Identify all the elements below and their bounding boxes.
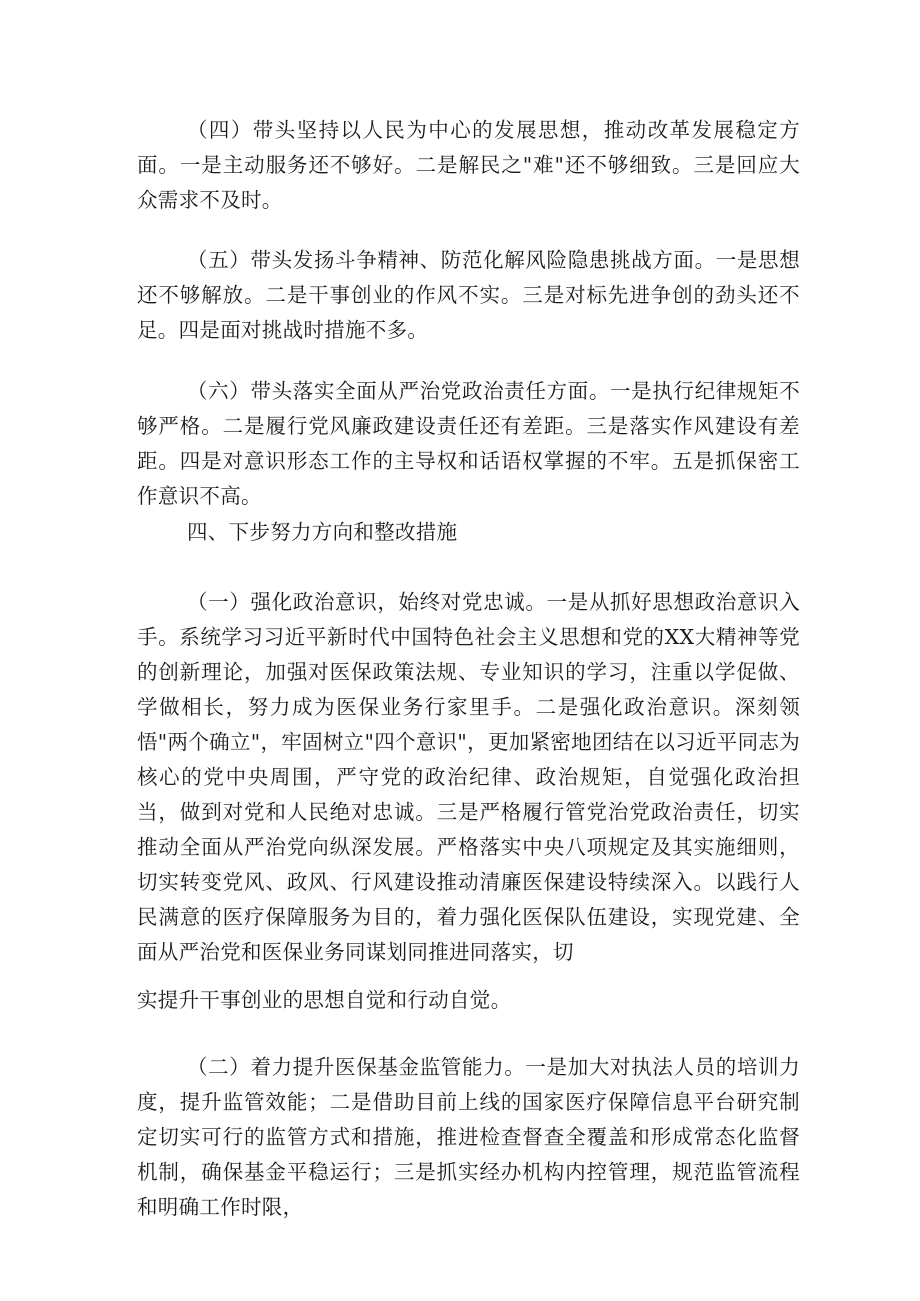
paragraph-5: （五）带头发扬斗争精神、防范化解风险隐患挑战方面。一是思想还不够解放。二是干事创业的作风不实。三是对标先进争创的劲头还不足。四是面对挑战时措施不多。 bbox=[137, 248, 800, 342]
paragraph-6: （六）带头落实全面从严治党政治责任方面。一是执行纪律规矩不够严格。二是履行党风廉政建设责任还有差距。三是落实作风建设有差距。四是对意识形态工作的主导权和话语权掌握的不牢。五是抓保密工作意识不高。 bbox=[137, 379, 800, 508]
measure-1: （一）强化政治意识，始终对党忠诚。一是从抓好思想政治意识入手。系统学习习近平新时代中国特色社会主义思想和党的XX大精神等党的创新理论，加强对医保政策法规、专业知识的学习，注重以学促做、学做相长，努力成为医保业务行家里手。二是强化政治意识。深刻领悟"两个确立"，牢固树立"四个意识"，更加紧密地团结在以习近平同志为核心的党中央周围，严守党的政治纪律、政治规矩，自觉强化政治担当，做到对党和人民绝对忠诚。三是严格履行管党治党政治责任，切实推动全面从严治党向纵深发展。严格落实中央八项规定及其实施细则，切实转变党风、政风、行风建设推动清廉医保建设特续深入。以践行人民满意的医疗保障服务为目的，着力强化医保队伍建设，实现党建、全面从严治党和医保业务同谋划同推进同落实，切 bbox=[137, 590, 800, 964]
measure-1-continued: 实提升干事创业的思想自觉和行动自觉。 bbox=[137, 988, 512, 1012]
measure-2: （二）着力提升医保基金监管能力。一是加大对执法人员的培训力度，提升监管效能；二是借助目前上线的国家医疗保障信息平台研究制定切实可行的监管方式和措施，推进检查督查全覆盖和形成常态化监督机制，确保基金平稳运行；三是抓实经办机构内控管理，规范监管流程和明确工作时限， bbox=[137, 1055, 800, 1219]
paragraph-4: （四）带头坚持以人民为中心的发展思想，推动改革发展稳定方面。一是主动服务还不够好。二是解民之"难"还不够细致。三是回应大众需求不及时。 bbox=[137, 118, 800, 212]
section-heading: 四、下步努力方向和整改措施 bbox=[187, 520, 458, 544]
